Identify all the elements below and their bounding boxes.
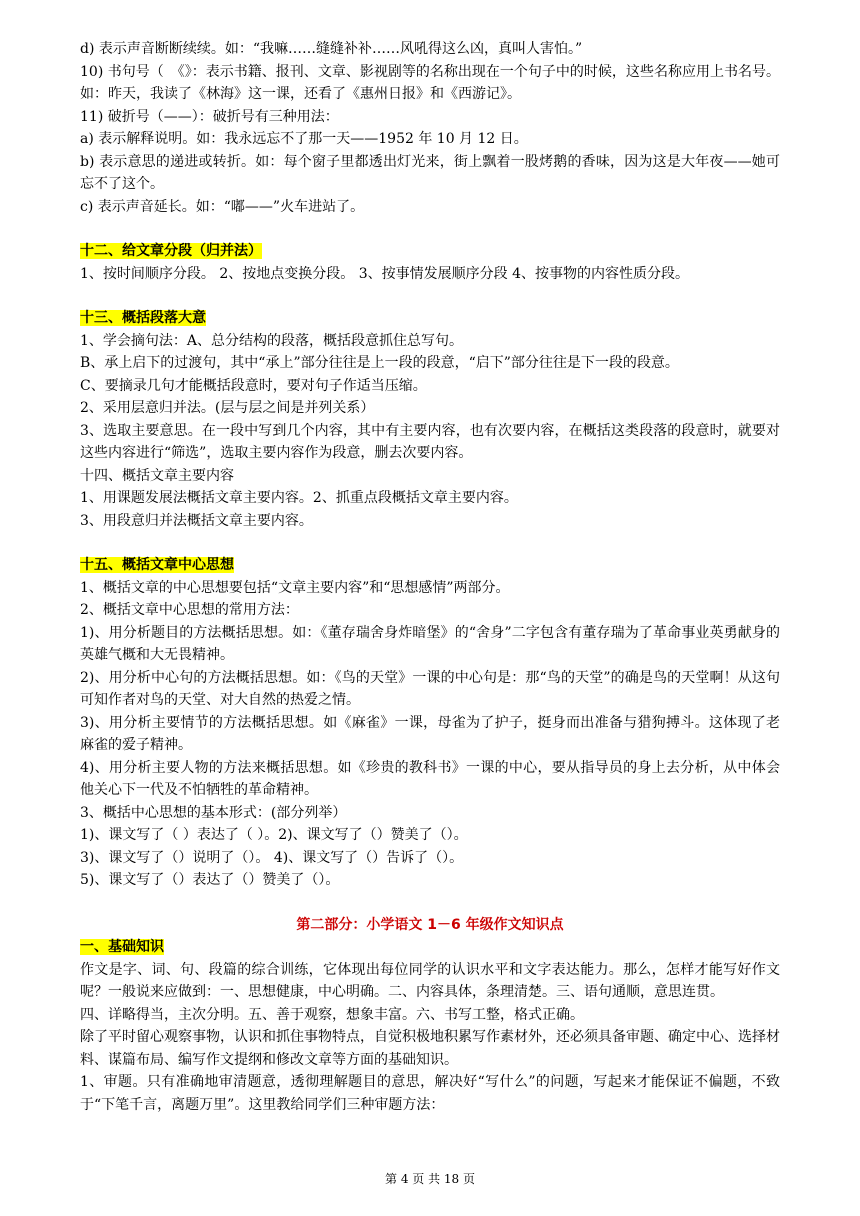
paragraph: b) 表示意思的递进或转折。如：每个窗子里都透出灯光来，街上飘着一股烤鹅的香味，因为这是大年夜——她可忘不了这个。 (80, 153, 780, 192)
section-heading-12: 十二、给文章分段（归并法） (80, 243, 262, 259)
paragraph: 2)、用分析中心句的方法概括思想。如：《鸟的天堂》一课的中心句是：那“鸟的天堂”的确是鸟的天堂啊！从这句可知作者对鸟的天堂、对大自然的热爱之情。 (80, 669, 780, 708)
text-line: C、要摘录几句才能概括段意时，要对句子作适当压缩。 (80, 377, 427, 394)
text-line: 1、学会摘句法：A、总分结构的段落，概括段意抓住总写句。 (80, 332, 464, 349)
paragraph: 3、选取主要意思。在一段中写到几个内容，其中有主要内容，也有次要内容，在概括这类段落的段意时，就要对这些内容进行“筛选”，选取主要内容作为段意，删去次要内容。 (80, 422, 780, 461)
text-line: 1、用课题发展法概括文章主要内容。2、抓重点段概括文章主要内容。 (80, 490, 518, 506)
paragraph: 除了平时留心观察事物，认识和抓住事物特点，自觉积极地积累写作素材外，还必须具备审题、确定中心、选择材料、谋篇布局、编写作文提纲和修改文章等方面的基础知识。 (80, 1029, 780, 1068)
paragraph: 1)、用分析题目的方法概括思想。如：《董存瑞舍身炸暗堡》的“舍身”二字包含有董存瑞为了革命事业英勇献身的英雄气概和大无畏精神。 (80, 624, 780, 663)
text-line: 1)、课文写了（ ）表达了（ ）。2)、课文写了（）赞美了（）。 (80, 827, 468, 843)
text-line: 2、概括文章中心思想的常用方法： (80, 602, 299, 618)
text-line: 1、概括文章的中心思想要包括“文章主要内容”和“思想感情”两部分。 (80, 579, 510, 596)
paragraph: 10) 书句号（ 《》：表示书籍、报刊、文章、影视剧等的名称出现在一个句子中的时候，这些名称应用上书名号。如：昨天，我读了《林海》这一课，还看了《惠州日报》和《西游记》。 (80, 63, 780, 102)
section-heading-14: 十四、概括文章主要内容 (80, 467, 234, 484)
part-two-title: 第二部分：小学语文 1－6 年级作文知识点 (296, 916, 564, 933)
section-heading-basics: 一、基础知识 (80, 939, 164, 955)
text-line: c) 表示声音延长。如：“嘟——”火车进站了。 (80, 198, 365, 215)
text-line: 11) 破折号（——）：破折号有三种用法： (80, 108, 339, 125)
paragraph: 作文是字、词、句、段篇的综合训练，它体现出每位同学的认识水平和文字表达能力。那么，怎样才能写好作文呢？一般说来应做到：一、思想健康，中心明确。二、内容具体，条理清楚。三、语句通顺，意思连贯。 (80, 961, 780, 1000)
section-heading-15: 十五、概括文章中心思想 (80, 557, 234, 573)
text-line: B、承上启下的过渡句，其中“承上”部分往往是上一段的段意，“启下”部分往往是下一段的段意。 (80, 355, 679, 371)
text-line: 2、采用层意归并法。(层与层之间是并列关系） (80, 400, 375, 416)
text-line: a) 表示解释说明。如：我永远忘不了那一天——1952 年 10 月 12 日。 (80, 131, 528, 147)
text-line: 3)、课文写了（）说明了（）。 4)、课文写了（）告诉了（）。 (80, 849, 464, 866)
text-line: d) 表示声音断断续续。如：“我嘛……缝缝补补……风吼得这么凶，真叫人害怕。” (80, 41, 583, 57)
text-line: 四、详略得当，主次分明。五、善于观察，想象丰富。六、书写工整，格式正确。 (80, 1006, 584, 1023)
paragraph: 4)、用分析主要人物的方法来概括思想。如《珍贵的教科书》一课的中心，要从指导员的身上去分析，从中体会他关心下一代及不怕牺牲的革命精神。 (80, 759, 780, 798)
document-page (80, 38, 780, 1116)
text-line: 3、概括中心思想的基本形式：(部分列举） (80, 804, 347, 821)
text-line: 5)、课文写了（）表达了（）赞美了（）。 (80, 872, 340, 888)
paragraph: 1、审题。只有准确地审清题意，透彻理解题目的意思，解决好“写什么”的问题，写起来才能保证不偏题，不致于“下笔千言，离题万里”。这里教给同学们三种审题方法： (80, 1074, 780, 1113)
text-line: 1、按时间顺序分段。 2、按地点变换分段。 3、按事情发展顺序分段 4、按事物的内容性质分段。 (80, 265, 689, 282)
paragraph: 3)、用分析主要情节的方法概括思想。如《麻雀》一课，母雀为了护子，挺身而出准备与猎狗搏斗。这体现了老麻雀的爱子精神。 (80, 714, 780, 753)
page-footer: 第 4 页 共 18 页 (385, 1172, 475, 1186)
section-heading-13: 十三、概括段落大意 (80, 310, 206, 326)
text-line: 3、用段意归并法概括文章主要内容。 (80, 512, 313, 529)
